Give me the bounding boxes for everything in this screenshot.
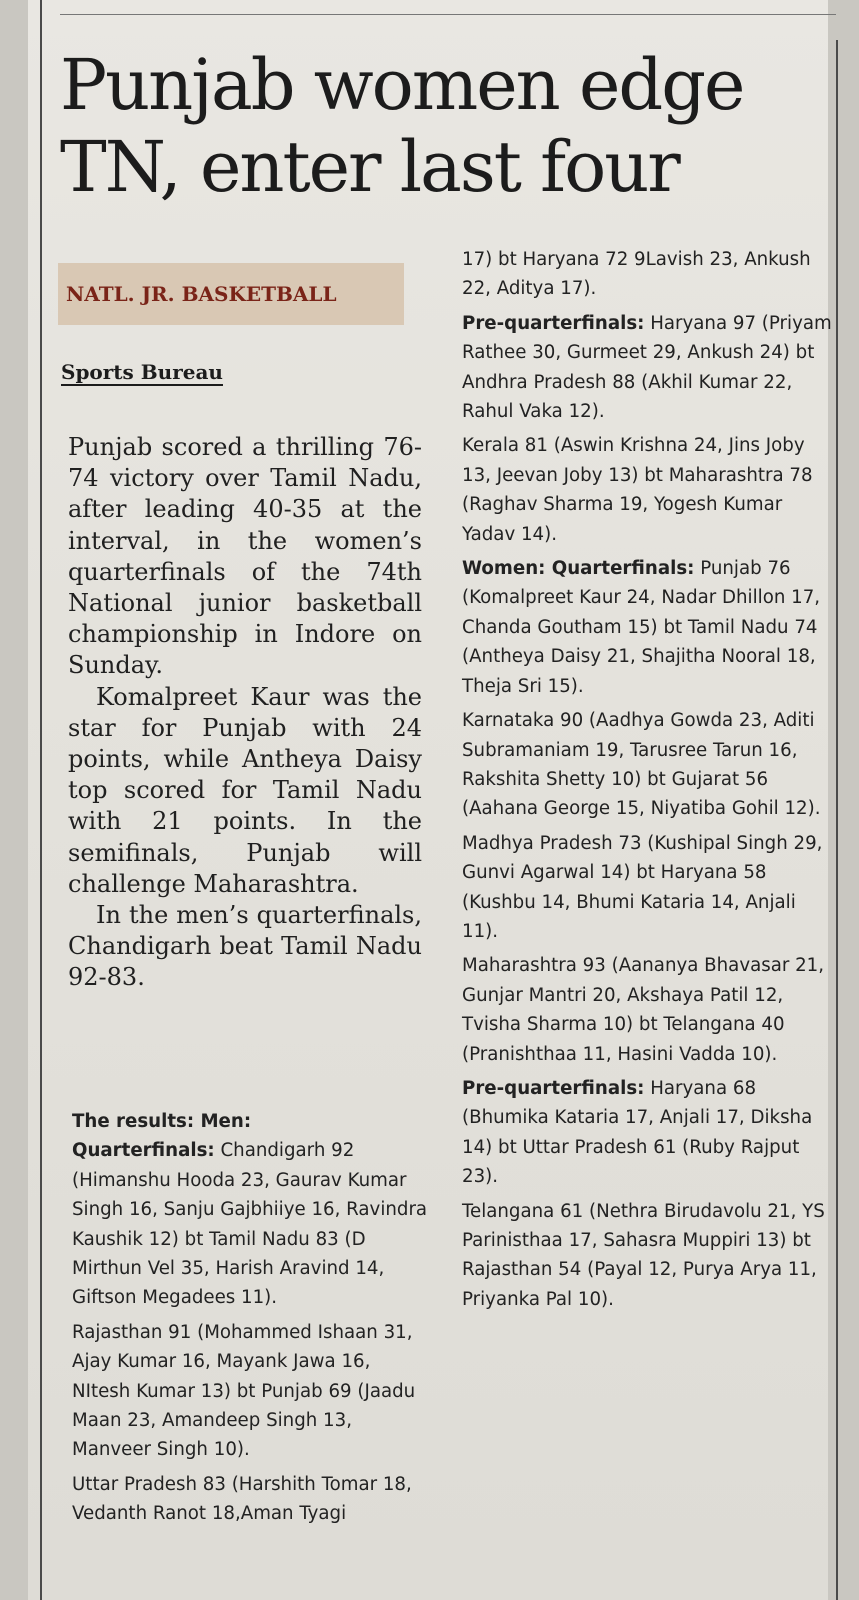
- results-text: Punjab 76 (Komalpreet Kaur 24, Nadar Dhillon 17, Chanda Goutham 15) bt Tamil Nadu 74 (Antheya Daisy 21, Shajitha Nooral 18, Theja Sri 15).: [462, 558, 821, 697]
- results-label: The results: Men:: [72, 1111, 252, 1132]
- top-rule: [60, 14, 836, 15]
- result-entry: [462, 1074, 834, 1192]
- result-entry: [462, 309, 834, 427]
- result-entry: [72, 1318, 430, 1465]
- results-text: Telangana 61 (Nethra Birudavolu 21, YS Parinisthaa 17, Sahasra Muppiri 13) bt Rajasthan 54 (Payal 12, Purya Arya 11, Priyanka Pal 10).: [462, 1200, 825, 1310]
- column-rule-right: [836, 40, 838, 1600]
- results-right-column: [462, 245, 834, 1319]
- results-label: Pre-quarterfinals:: [462, 1077, 645, 1099]
- results-text: Madhya Pradesh 73 (Kushipal Singh 29, Gunvi Agarwal 14) bt Haryana 58 (Kushbu 14, Bhumi Kataria 14, Anjali 11).: [462, 832, 823, 942]
- column-rule-left: [40, 0, 42, 1600]
- result-entry: [462, 706, 834, 824]
- results-label: Pre-quarterfinals:: [462, 312, 645, 334]
- results-heading: [72, 1107, 430, 1136]
- results-text: Rajasthan 91 (Mohammed Ishaan 31, Ajay Kumar 16, Mayank Jawa 16, NItesh Kumar 13) bt Punjab 69 (Jaadu Maan 23, Amandeep Singh 13, Manveer Singh 10).: [72, 1321, 416, 1461]
- body-paragraph: Punjab scored a thrilling 76-74 victory over Tamil Nadu, after leading 40-35 at the interval, in the women’s quarterfinals of the 74th National junior basketball championship in Indore on Sunday.: [68, 433, 422, 680]
- results-text: Chandigarh 92 (Himanshu Hooda 23, Gaurav Kumar Singh 16, Sanju Gajbhiiye 16, Ravindra Kaushik 12) bt Tamil Nadu 83 (D Mirthun Vel 35, Harish Aravind 14, Giftson Megadees 11).: [72, 1140, 428, 1309]
- body-paragraph: In the men’s quarterfinals, Chandigarh beat Tamil Nadu 92-83.: [68, 901, 422, 992]
- result-entry: [462, 951, 834, 1069]
- result-entry: [462, 431, 834, 549]
- result-entry: [462, 554, 834, 701]
- article-body: [68, 432, 422, 994]
- results-text: Haryana 68 (Bhumika Kataria 17, Anjali 17, Diksha 14) bt Uttar Pradesh 61 (Ruby Rajput 23).: [462, 1077, 813, 1188]
- results-text: Uttar Pradesh 83 (Harshith Tomar 18, Vedanth Ranot 18,Aman Tyagi: [72, 1473, 412, 1525]
- result-entry: [462, 1197, 834, 1315]
- results-left-column: [72, 1107, 430, 1534]
- section-kicker: NATL. JR. BASKETBALL: [58, 263, 404, 325]
- result-entry: [72, 1136, 430, 1312]
- result-entry: [72, 1470, 430, 1529]
- body-paragraph: Komalpreet Kaur was the star for Punjab with 24 points, while Antheya Daisy top scored for Tamil Nadu with 21 points. In the semifinals, Punjab will challenge Maharashtra.: [68, 682, 422, 898]
- results-text: 17) bt Haryana 72 9Lavish 23, Ankush 22, Aditya 17).: [462, 249, 811, 300]
- results-label: Quarterfinals:: [72, 1140, 215, 1162]
- headline: Punjab women edge TN, enter last four: [60, 44, 744, 208]
- results-text: Haryana 97 (Priyam Rathee 30, Gurmeet 29, Ankush 24) bt Andhra Pradesh 88 (Akhil Kumar 22, Rahul Vaka 12).: [462, 312, 832, 423]
- result-entry: [462, 245, 834, 304]
- results-text: Kerala 81 (Aswin Krishna 24, Jins Joby 13, Jeevan Joby 13) bt Maharashtra 78 (Raghav Sharma 19, Yogesh Kumar Yadav 14).: [462, 435, 813, 545]
- results-label: Women: Quarterfinals:: [462, 558, 695, 580]
- results-text: Maharashtra 93 (Aananya Bhavasar 21, Gunjar Mantri 20, Akshaya Patil 12, Tvisha Sharma 10) bt Telangana 40 (Pranishthaa 11, Hasini Vadda 10).: [462, 955, 825, 1065]
- results-text: Karnataka 90 (Aadhya Gowda 23, Aditi Subramaniam 19, Tarusree Tarun 16, Rakshita Shetty 10) bt Gujarat 56 (Aahana George 15, Niyatiba Gohil 12).: [462, 710, 821, 820]
- byline: Sports Bureau: [61, 360, 223, 384]
- result-entry: [462, 829, 834, 947]
